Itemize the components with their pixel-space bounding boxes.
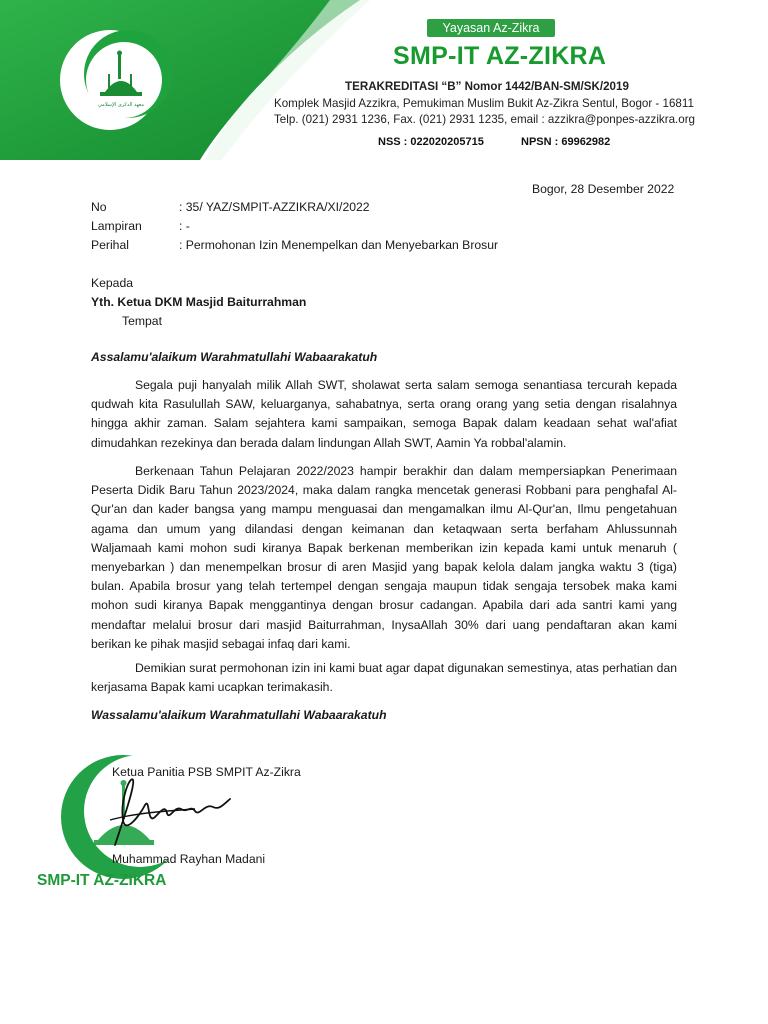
- signer-title: Ketua Panitia PSB SMPIT Az-Zikra: [112, 765, 301, 779]
- paragraph-1: [91, 376, 677, 453]
- meta-no-value: : 35/ YAZ/SMPIT-AZZIKRA/XI/2022: [179, 200, 370, 214]
- signer-name: Muhammad Rayhan Madani: [112, 852, 266, 866]
- meta-attachment-label: Lampiran: [91, 219, 142, 233]
- nss-number: NSS : 022020205715: [378, 136, 484, 148]
- logo-caption: معهد الذكرى الإسلامي: [97, 102, 145, 108]
- paragraph-3: [91, 659, 677, 697]
- paragraph-2-text: Berkenaan Tahun Pelajaran 2022/2023 hampir berakhir dan dalam mempersiapkan Penerimaan Peserta Didik Baru Tahun 2023/2024, maka dalam rangka mencetak generasi Robbani para penghafal Al-Qur'an dan kader bangsa yang mampu menguasai dan mengamalkan ilmu Al-Qur'an, Ilmu pengetahuan agama dan umum yang dilandasi dengan keimanan dan ketaqwaan serta berfaham Ahlussunnah Waljamaah kami mohon sudi kiranya Bapak berkenan memberikan izin kepada kami untuk menaruh ( menyebarkan ) dan menempelkan brosur di aren Masjid yang bapak kelola dalam jangka waktu 3 (tiga) bulan. Apabila brosur yang telah tertempel dengan sengaja maupun tidak sengaja tersobek maka kami mohon sudi kiranya Bapak menggantinya dengan brosur cadangan. Apabila dari ada santri kami yang mendaftar melalui brosur dari masjid Baiturrahman, InysaAllah 30% dari uang pendaftaran akan kami berikan ke pihak masjid sebagai infaq dari kami.: [91, 464, 677, 651]
- meta-no-label: No: [91, 200, 107, 214]
- npsn-number: NPSN : 69962982: [521, 136, 611, 148]
- accreditation-line: [345, 80, 629, 93]
- school-contact: Telp. (021) 2931 1236, Fax. (021) 2931 1235, email : azzikra@ponpes-azzikra.org: [274, 113, 696, 126]
- recipient-place: Tempat: [122, 314, 162, 328]
- stamp-text: SMP-IT AZ-ZIKRA: [37, 872, 167, 889]
- accreditation-grade: “B” Nomor 1442/BAN-SM/SK/2019: [438, 80, 629, 93]
- meta-subject-value: : Permohonan Izin Menempelkan dan Menyebarkan Brosur: [179, 238, 499, 252]
- meta-subject-label: Perihal: [91, 238, 129, 252]
- school-name: SMP-IT AZ-ZIKRA: [393, 42, 607, 70]
- closing-greeting: Wassalamu'alaikum Warahmatullahi Wabaarakatuh: [91, 708, 387, 722]
- recipient: Yth. Ketua DKM Masjid Baiturrahman: [91, 295, 307, 309]
- accreditation-prefix: TERAKREDITASI: [345, 80, 439, 93]
- opening-greeting: Assalamu'alaikum Warahmatullahi Wabaarakatuh: [91, 350, 378, 364]
- paragraph-2: [91, 462, 677, 654]
- meta-attachment-value: : -: [179, 219, 190, 233]
- foundation-badge: Yayasan Az-Zikra: [427, 19, 555, 37]
- paragraph-1-text: Segala puji hanyalah milik Allah SWT, sholawat serta salam semoga senantiasa tercurah kepada qudwah kita Rasulullah SAW, keluarganya, sahabatnya, serta orang orang yang setia dengan risalahnya hingga akhir zaman. Salam sejahtera kami sampaikan, semoga Bapak dalam keadaan sehat wal'afiat dimudahkan rezekinya dan berada dalam lindungan Allah SWT, Aamin Ya robbal'alamin.: [91, 378, 677, 450]
- to-label: Kepada: [91, 276, 134, 290]
- letter-date: Bogor, 28 Desember 2022: [532, 182, 675, 196]
- handwritten-signature: [95, 775, 245, 855]
- school-address: Komplek Masjid Azzikra, Pemukiman Muslim Bukit Az-Zikra Sentul, Bogor - 16811: [274, 97, 694, 110]
- paragraph-3-text: Demikian surat permohonan izin ini kami buat agar dapat digunakan semestinya, atas perhatian dan kerjasama Bapak kami ucapkan terimakasih.: [91, 661, 677, 695]
